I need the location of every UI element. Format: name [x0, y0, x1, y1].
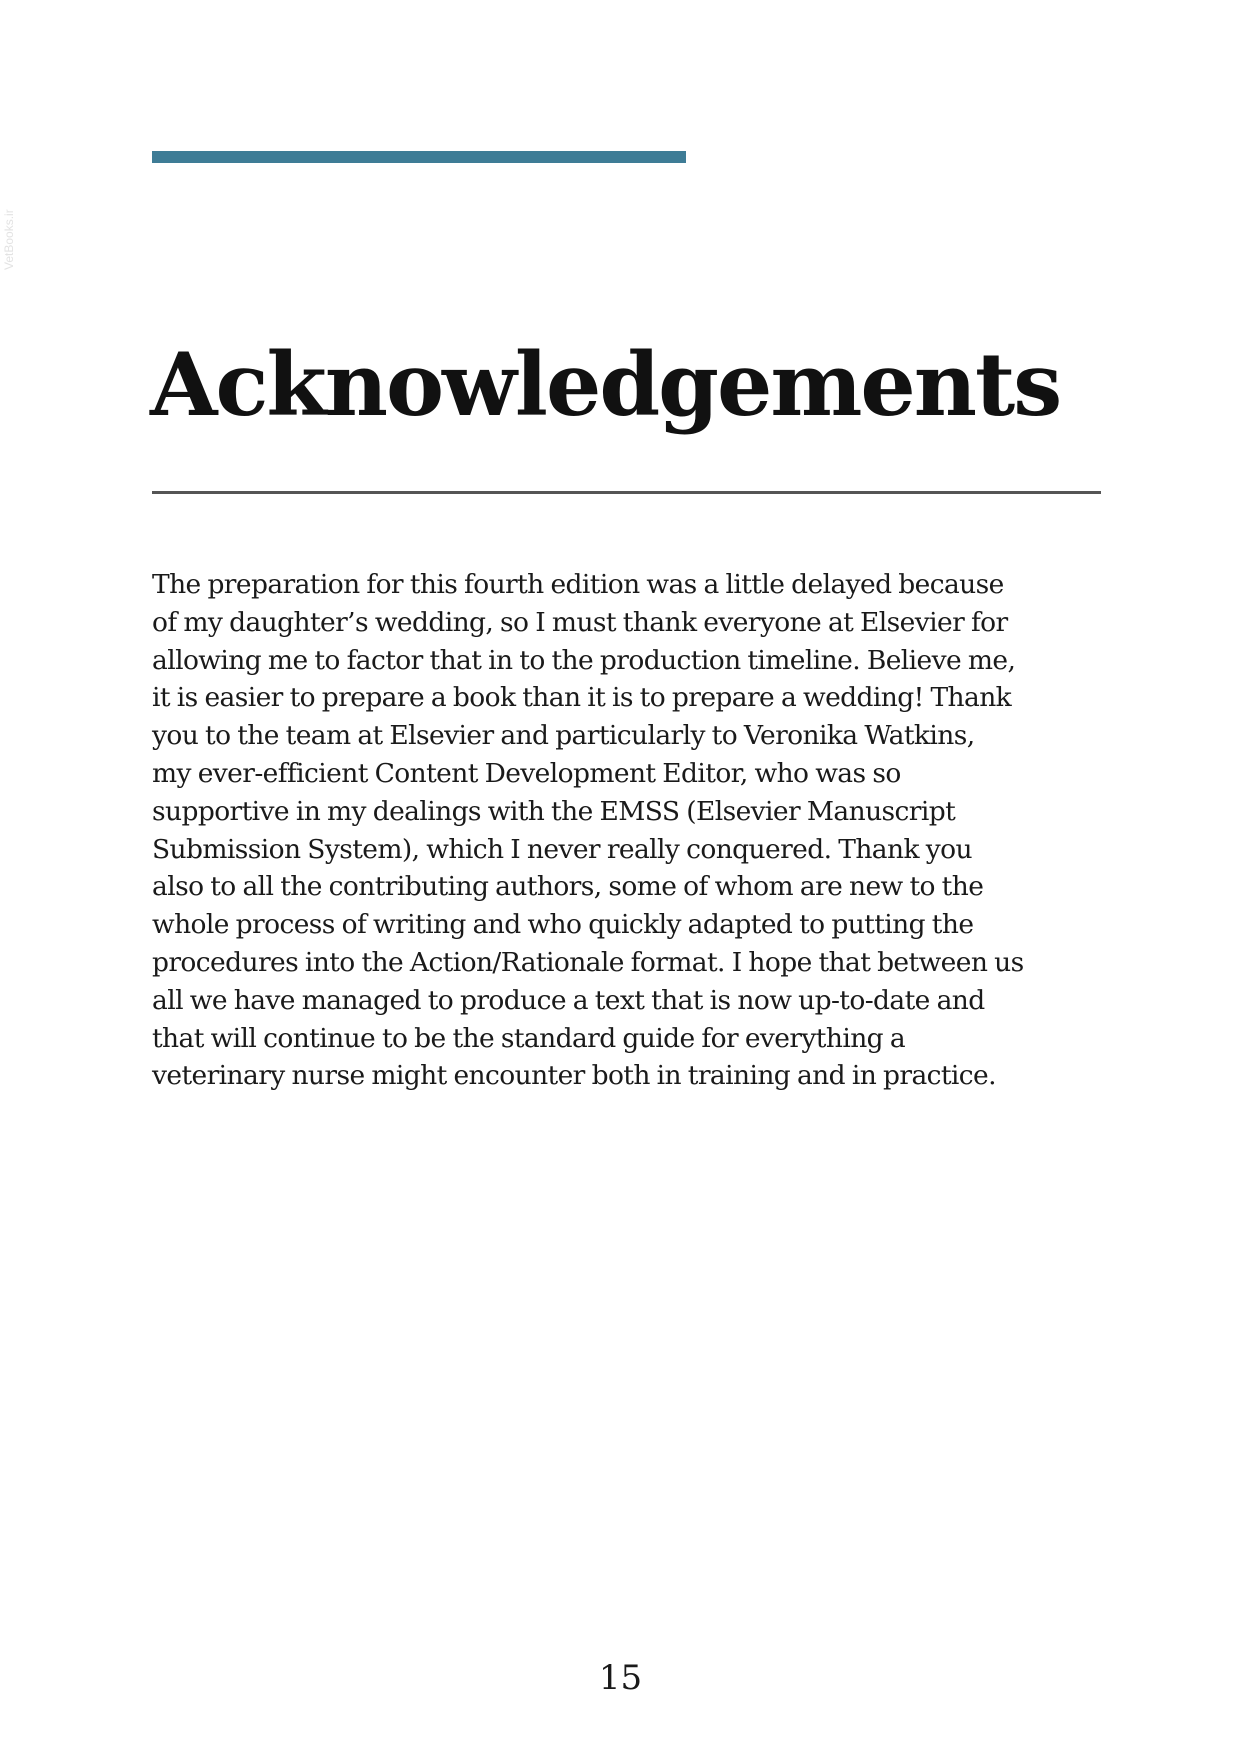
title-divider: [152, 491, 1101, 494]
paragraph-line: The preparation for this fourth edition was a little delayed because: [152, 569, 1004, 600]
paragraph-line: whole process of writing and who quickly adapted to putting the: [152, 909, 974, 941]
paragraph-line: procedures into the Action/Rationale format. I hope that between us: [152, 946, 1024, 978]
paragraph-line: it is easier to prepare a book than it is to prepare a wedding! Thank: [152, 682, 1012, 714]
paragraph-line: my ever-efficient Content Development Editor, who was so: [152, 757, 901, 789]
paragraph-line: supportive in my dealings with the EMSS (Elsevier Manuscript: [152, 795, 956, 827]
paragraph-line: you to the team at Elsevier and particularly to Veronika Watkins,: [152, 720, 975, 752]
paragraph-line: Submission System), which I never really conquered. Thank you: [152, 833, 972, 865]
paragraph-line: allowing me to factor that in to the production timeline. Believe me,: [152, 644, 1016, 676]
paragraph-line: also to all the contributing authors, some of whom are new to the: [152, 871, 984, 903]
page-title: Acknowledgements: [150, 333, 1061, 436]
watermark: VetBooks.ir: [2, 209, 16, 270]
paragraph-line: veterinary nurse might encounter both in training and in practice.: [152, 1060, 996, 1092]
paragraph-line: of my daughter’s wedding, so I must thank everyone at Elsevier for: [152, 606, 1008, 638]
paragraph-line: that will continue to be the standard guide for everything a: [152, 1022, 906, 1054]
accent-bar: [152, 151, 686, 163]
page-number: 15: [598, 1658, 643, 1698]
paragraph-line: all we have managed to produce a text that is now up-to-date and: [152, 984, 985, 1016]
acknowledgements-paragraph: [152, 566, 1122, 1095]
